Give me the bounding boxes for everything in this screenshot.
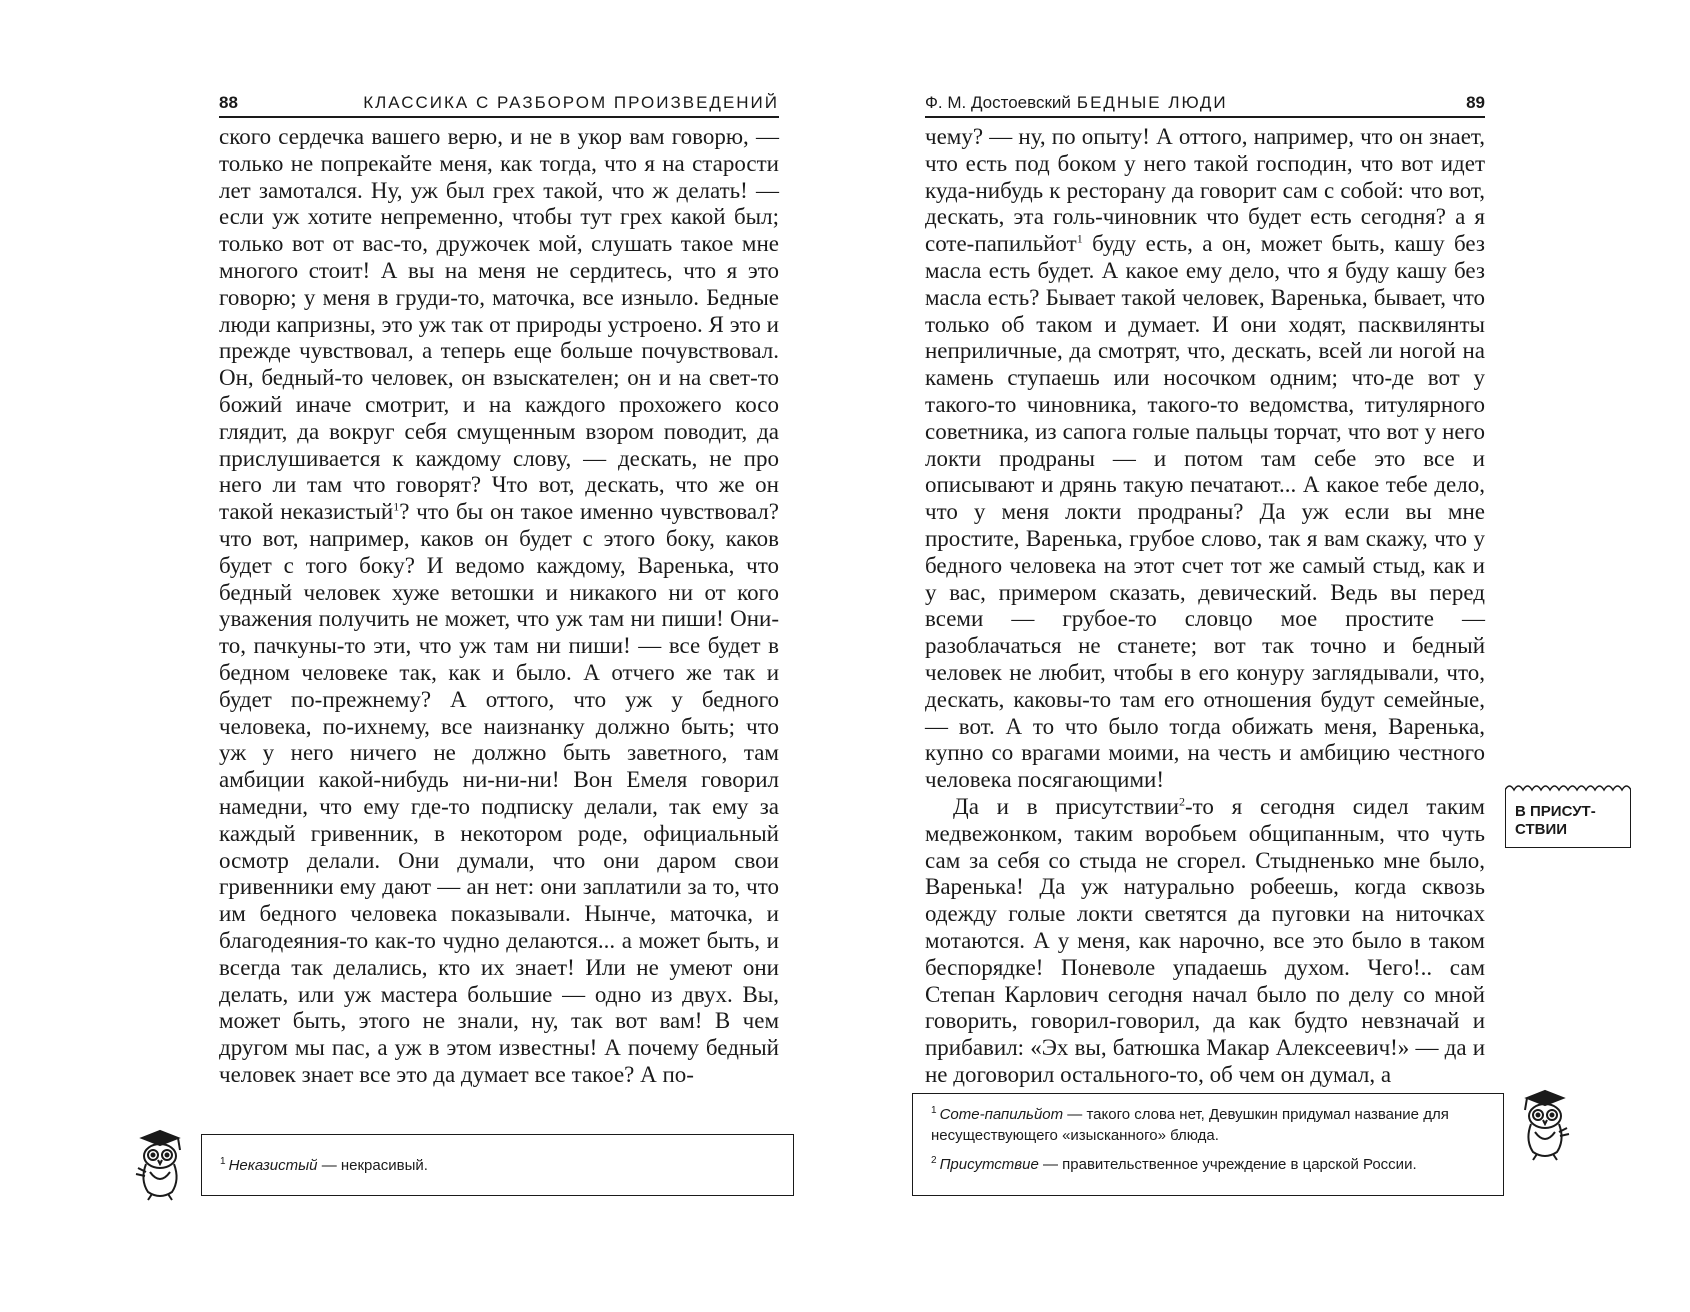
right-page [845, 0, 1690, 1312]
wavy-border [1505, 782, 1631, 792]
footnote-text: — некрасивый. [317, 1156, 428, 1174]
paragraph-text: -то я сегодня сидел таким медвежонком, таким воробьем общипанным, что чуть сам за себя со стыда не сгорел. Стыдненько мне было, Варенька! Да уж натурально робеешь, когда сквозь одежду голые локти светятся да пуговки на ниточках мотаются. А у меня, как нарочно, все это было в таком беспорядке! Поневоле упадаешь духом. Чего!.. сам Степан Карлович сегодня начал было по делу со мной говорить, говорил-говорил, да как будто невзначай и прибавил: «Эх вы, батюшка Макар Алексеевич!» — да и не договорил остального-то, об чем он думал, а [925, 793, 1485, 1087]
footnote-number: 1 [220, 1155, 226, 1167]
right-running-header [925, 92, 1485, 118]
left-footnote-box [201, 1134, 794, 1196]
footnote-ref[interactable]: 1 [393, 499, 400, 514]
footnote-ref[interactable]: 2 [1178, 794, 1185, 809]
footnote-term: Соте-папильйот [939, 1106, 1064, 1123]
owl-scholar-icon [128, 1128, 192, 1202]
footnote-text: — такого слова нет, Девушкин придумал название для несуществующего «изысканного» блюда. [931, 1106, 1449, 1144]
page-number: 88 [219, 93, 238, 112]
running-title: КЛАССИКА С РАЗБОРОМ ПРОИЗВЕДЕНИЙ [363, 93, 779, 112]
left-body-text [219, 124, 779, 1089]
footnote-ref[interactable]: 1 [1076, 231, 1083, 246]
paragraph-text: ского сердечка вашего верю, и не в укор вам говорю, — только не попрекайте меня, как тогда, что я на старости лет замотался. Ну, уж был грех такой, что ж делать! — если уж хотите непременно, чтобы тут грех какой был; только вот от вас-то, дружочек мой, слушать такое мне многого стоит! А вы на меня не сердитесь, что я это говорю; у меня в груди-то, маточка, все изныло. Бедные люди капризны, это уж так от природы устроено. Я это и прежде чувствовал, а теперь еще больше почувствовал. Он, бедный-то человек, он взыскателен; он и на свет-то божий иначе смотрит, и на каждого прохожего косо глядит, да вокруг себя смущенным взором поводит, да прислушивается к каждому слову, — дескать, не про него ли там что говорят? Что вот, дескать, что же он такой неказистый [219, 124, 779, 525]
paragraph-text: чему? — ну, по опыту! А оттого, например, что он знает, что есть под боком у него такой господин, что вот идет куда-нибудь к ресторану да говорит сам с собой: что вот, дескать, эта голь-чиновник что будет есть сегодня? а я соте-папильйот [925, 124, 1485, 257]
margin-note [1505, 790, 1631, 848]
running-title-group [925, 93, 1228, 113]
paragraph-text: буду есть, а он, может быть, кашу без масла есть будет. А какое ему дело, что я буду кашу без масла есть? Бывает такой человек, Варенька, бывает, что только об таком и думает. И они ходят, пасквилянты неприличные, да смотрят, что, дескать, всей ли ногой на камень ступаешь или носочком одним; что-де вот у такого-то чиновника, такого-то ведомства, титулярного советника, из сапога голые пальцы торчат, что вот у него локти продраны — и потом там себе это все и описывают и дрянь такую печатают... А какое тебе дело, что у меня локти продраны? Да уж если вы мне простите, Варенька, грубое слово, так я вам скажу, что у бедного человека на этот счет тот же самый стыд, как и у вас, примером сказать, девический. Ведь вы перед всеми — грубое-то словцо мое простите — разоблачаться не станете; вот так точно и бедный человек не любит, чтобы в его конуру заглядывали, что, дескать, каковы-то там его отношения будут семейные, — вот. А то что было тогда обижать меня, Варенька, купно со врагами моими, на честь и амбицию честного человека посягающими! [925, 231, 1485, 793]
margin-note-line: В ПРИСУТ- [1515, 803, 1596, 820]
footnote [220, 1155, 428, 1176]
margin-note-line: СТВИИ [1515, 821, 1568, 838]
footnote-number: 2 [931, 1155, 937, 1166]
left-running-header [219, 92, 779, 118]
footnote-term: Присутствие [939, 1156, 1039, 1173]
footnote [931, 1154, 1489, 1175]
paragraph-text: ? что бы он такое именно чувствовал? что вот, например, каков он будет с этого боку, каков будет с того боку? И ведомо каждому, Варенька, что бедный человек хуже ветошки и никакого ни от кого уважения получить не может, что уж там ни пиши! Они-то, пачкуны-то эти, что уж там ни пиши! — все будет в бедном человеке так, как и было. А отчего же так и будет по-прежнему? А оттого, что уж у бедного человека, по-ихнему, все наизнанку должно быть; что уж у него ничего не должно быть заветного, там амбиции какой-нибудь ни-ни-ни! Вон Емеля говорил намедни, что ему где-то подписку делали, так ему за каждый гривенник, в некотором роде, официальный осмотр делали. Они думали, что они даром свои гривенники ему дают — ан нет: они заплатили за то, что им бедного человека показывали. Нынче, маточка, и благодеяния-то как-то чудно делаются... а может быть, и всегда так делались, кто их знает! Или не умеют они делать, или уж мастера большие — одно из двух. Вы, может быть, этого не знали, ну, так вот вам! В чем другом мы пас, а уж в этом известны! А почему бедный человек знает все это да думает все такое? А по- [219, 499, 779, 1087]
owl-scholar-icon [1513, 1088, 1577, 1162]
page-number: 89 [1466, 93, 1485, 112]
author-name: Ф. М. Достоевский [925, 93, 1071, 112]
paragraph-text: Да и в присутствии [953, 793, 1179, 819]
footnote [931, 1104, 1489, 1146]
footnote-term: Неказистый [228, 1156, 318, 1174]
right-footnote-box [912, 1093, 1504, 1196]
footnote-number: 1 [931, 1105, 937, 1116]
right-body-text [925, 124, 1485, 1089]
running-title: БЕДНЫЕ ЛЮДИ [1076, 93, 1228, 112]
footnote-text: — правительственное учреждение в царской России. [1038, 1156, 1417, 1173]
